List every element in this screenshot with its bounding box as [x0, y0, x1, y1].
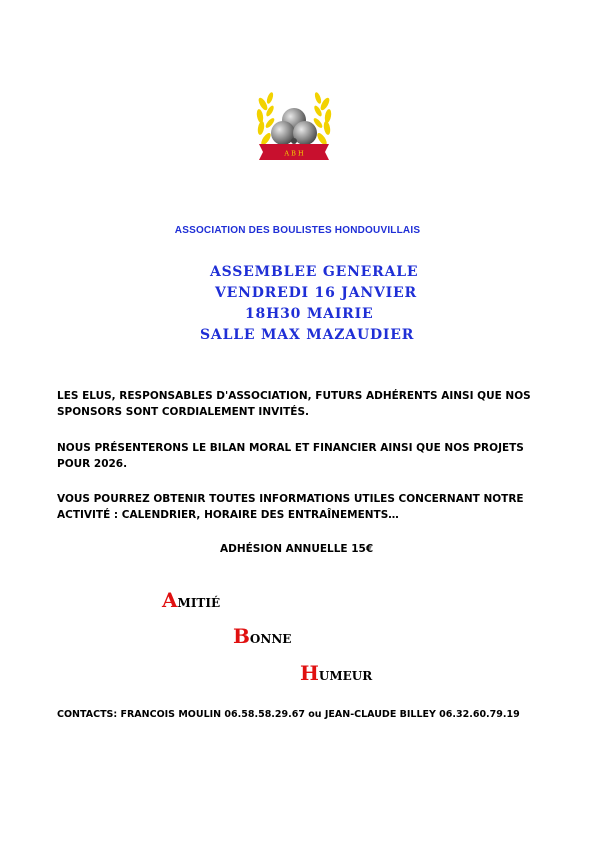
- event-time-place: 18H30 MAIRIE: [245, 306, 374, 322]
- presentation-paragraph: NOUS PRÉSENTERONS LE BILAN MORAL ET FINANCIER AINSI QUE NOS PROJETS POUR 2026.: [57, 442, 524, 470]
- motto-word: ONNE: [249, 632, 292, 646]
- event-room: SALLE MAX MAZAUDIER: [200, 327, 415, 343]
- contacts-line: CONTACTS: FRANCOIS MOULIN 06.58.58.29.67 ou JEAN-CLAUDE BILLEY 06.32.60.79.19: [57, 709, 520, 720]
- motto-initial: B: [233, 624, 250, 648]
- event-title: ASSEMBLEE GENERALE: [210, 264, 419, 280]
- invitation-paragraph: LES ELUS, RESPONSABLES D'ASSOCIATION, FUTURS ADHÉRENTS AINSI QUE NOS SPONSORS SONT CORDIALEMENT INVITÉS.: [57, 390, 531, 418]
- event-date: VENDREDI 16 JANVIER: [215, 285, 417, 301]
- annual-membership-fee: ADHÉSION ANNUELLE 15€: [220, 543, 374, 555]
- motto-amitie: [162, 588, 220, 612]
- information-paragraph: VOUS POURREZ OBTENIR TOUTES INFORMATIONS UTILES CONCERNANT NOTRE ACTIVITÉ : CALENDRIER, HORAIRE DES ENTRAÎNEMENTS…: [57, 493, 524, 521]
- boules-laurel-emblem-icon: [253, 86, 335, 166]
- motto-word: UMEUR: [318, 669, 373, 683]
- motto-word: MITIÉ: [177, 596, 221, 610]
- motto-initial: H: [300, 661, 319, 685]
- association-name: ASSOCIATION DES BOULISTES HONDOUVILLAIS: [174, 225, 421, 236]
- association-logo: [253, 86, 335, 166]
- motto-bonne: [233, 624, 291, 648]
- motto-initial: A: [162, 588, 178, 612]
- motto-humeur: [300, 661, 372, 685]
- svg-text:A B H: A B H: [284, 149, 304, 158]
